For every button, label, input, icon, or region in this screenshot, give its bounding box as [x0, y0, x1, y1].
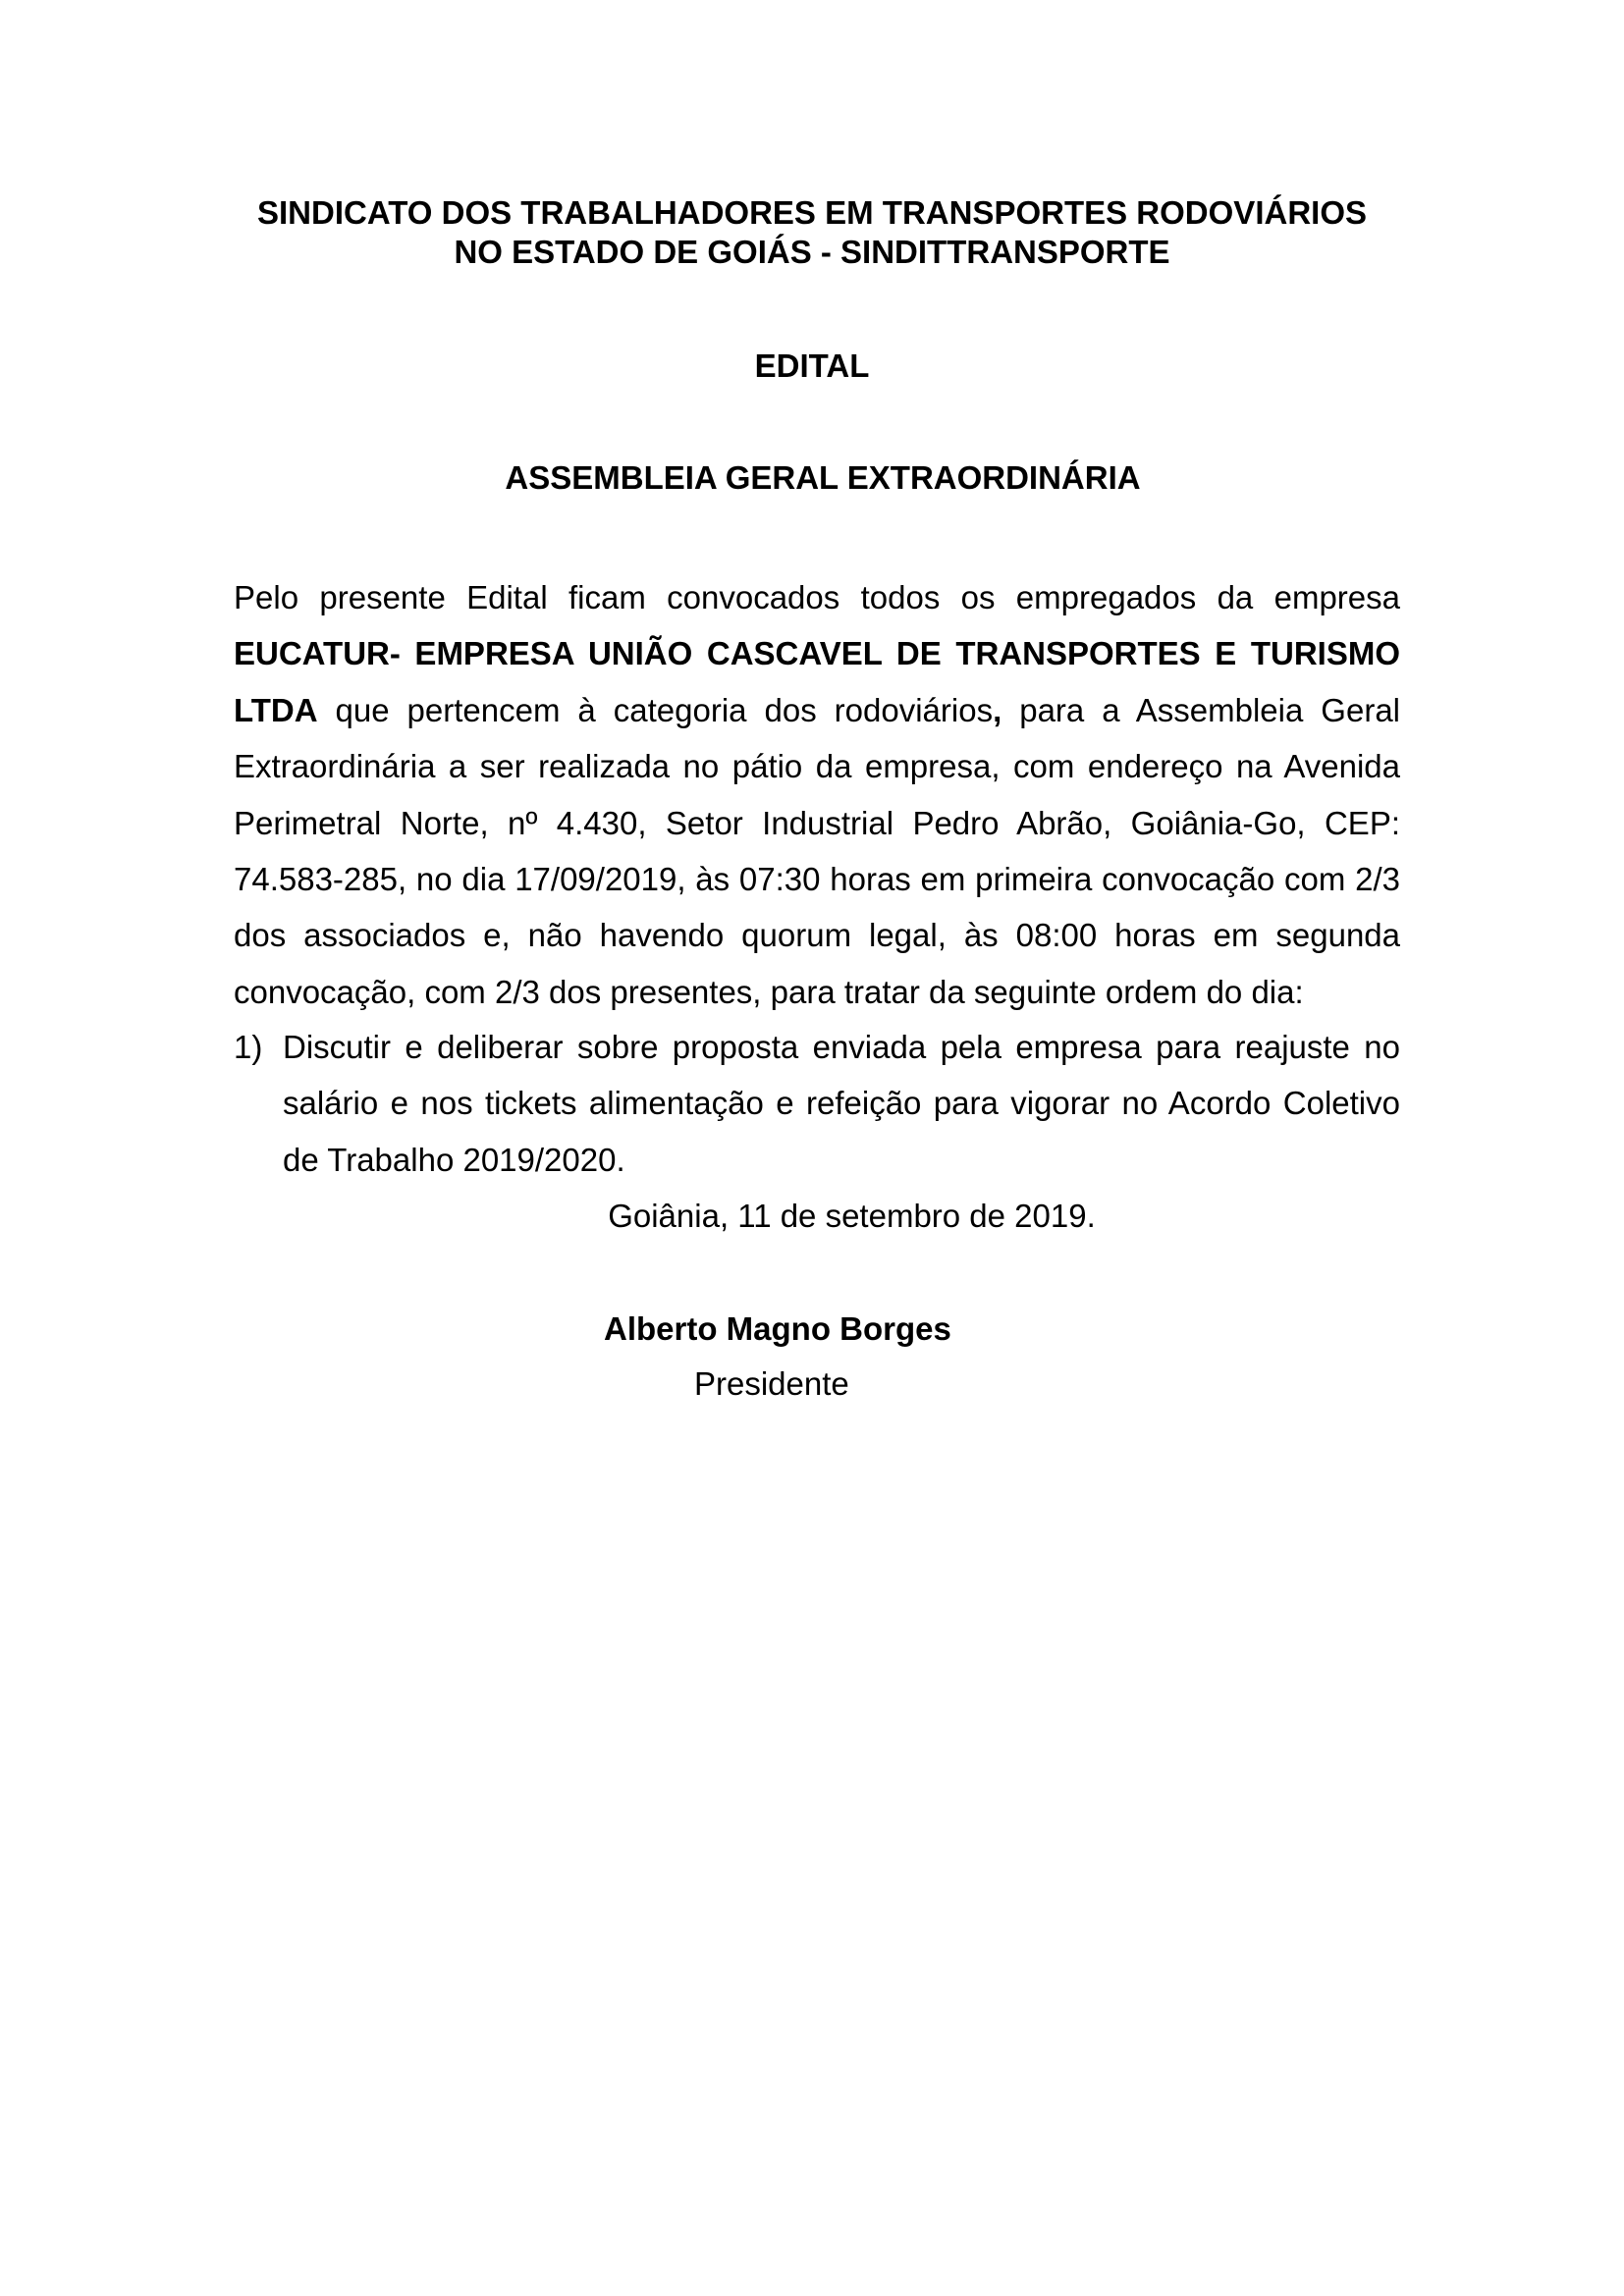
union-name-line1: SINDICATO DOS TRABALHADORES EM TRANSPORTES RODOVIÁRIOS: [256, 194, 1367, 231]
document-subtitle: ASSEMBLEIA GERAL EXTRAORDINÁRIA: [505, 459, 1141, 496]
signatory-role: Presidente: [694, 1365, 849, 1402]
agenda-item: [234, 1019, 1400, 1188]
agenda-item-number: 1): [234, 1029, 263, 1065]
agenda-item-text: Discutir e deliberar sobre proposta enviada pela empresa para reajuste no salário e nos tickets alimentação e refeição para vigorar no Acordo Coletivo de Trabalho 2019/2020.: [283, 1029, 1400, 1178]
paragraph-intro: Pelo presente Edital ficam convocados todos os empregados da empresa: [234, 579, 1400, 615]
company-name: EUCATUR- EMPRESA UNIÃO CASCAVEL DE TRANSPORTES E TURISMO LTDA: [234, 635, 1400, 728]
paragraph-rest: para a Assembleia Geral Extraordinária a ser realizada no pátio da empresa, com endereço na Avenida Perimetral Norte, nº 4.430, Setor Industrial Pedro Abrão, Goiânia-Go, CEP: 74.583-285, no dia 17/09/2019, às 07:30 horas em primeira convocação com 2/3 dos associados e, não havendo quorum legal, às 08:00 horas em segunda convocação, com 2/3 dos presentes, para tratar da seguinte ordem do dia:: [234, 691, 1400, 1010]
convocation-paragraph: [234, 569, 1400, 1020]
signatory-name: Alberto Magno Borges: [604, 1310, 951, 1347]
union-name-line2: NO ESTADO DE GOIÁS - SINDITTRANSPORTE: [454, 234, 1170, 270]
paragraph-comma: ,: [993, 691, 1002, 728]
date-line: [0, 1188, 1624, 1244]
paragraph-middle: que pertencem à categoria dos rodoviários: [317, 691, 994, 728]
date-text: Goiânia, 11 de setembro de 2019.: [608, 1198, 1096, 1234]
document-title: EDITAL: [754, 347, 870, 384]
